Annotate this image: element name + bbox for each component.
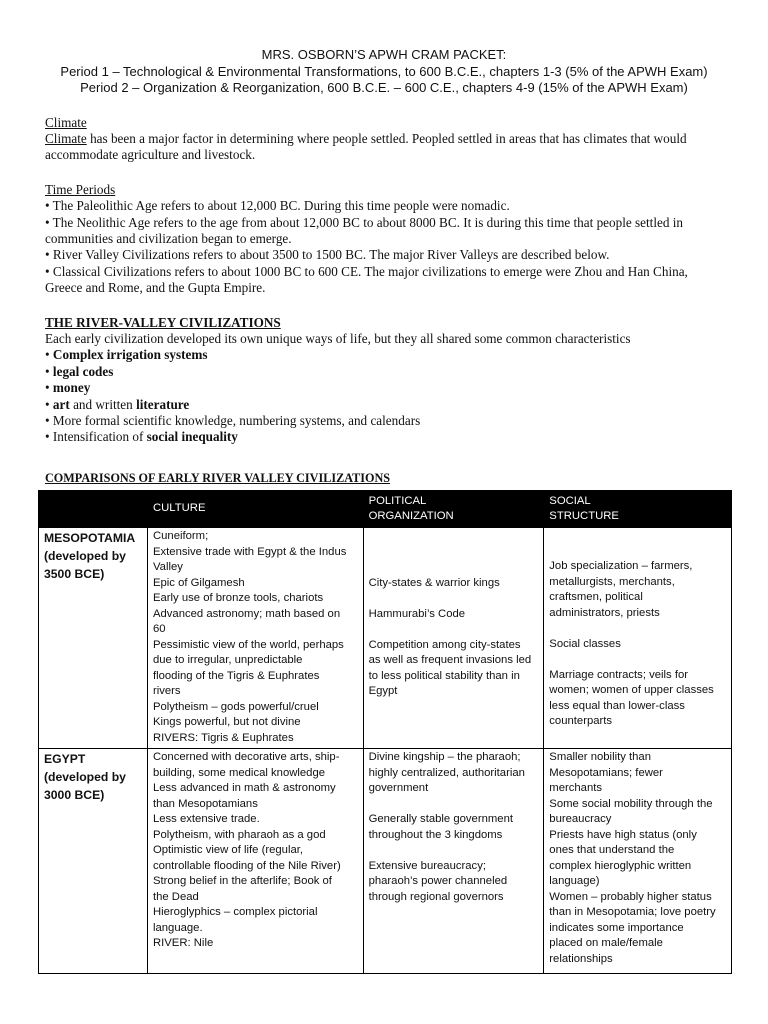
river-valley-heading: THE RIVER-VALLEY CIVILIZATIONS [45,314,281,330]
culture-lines [153,529,358,746]
political-line: Competition among city-states [368,638,521,651]
header-culture-label: CULTURE [152,502,206,515]
bullet: • [45,347,53,363]
climate-paragraph [45,131,728,164]
characteristic-item [45,347,728,363]
political-line: through regional governors [368,890,504,903]
social-line: Smaller nobility than [549,751,652,763]
social-line: than in Mesopotamia; love poetry [549,906,716,918]
culture-cell [147,528,363,749]
culture-line: Pessimistic view of the world, perhaps [152,638,344,651]
civilization-date-line: (developed by [44,770,126,784]
characteristic-item [45,364,728,380]
culture-cell [147,749,363,974]
civilization-date-line: 3000 BCE) [44,788,105,802]
political-lines [369,750,539,905]
table-row-mesopotamia [39,528,732,749]
characteristic-text: and written [69,396,137,412]
culture-line: than Mesopotamians [152,797,258,810]
civilization-name: EGYPT [44,752,86,766]
culture-line: Polytheism, with pharaoh as a god [152,828,326,841]
political-line: pharaoh’s power channeled [368,875,508,887]
document-body [0,115,768,487]
political-line: to less political stability than in [368,669,520,682]
culture-line: Optimistic view of life (regular, [152,844,304,856]
header-political-line: ORGANIZATION [368,510,454,522]
culture-line: RIVERS: Tigris & Euphrates [152,731,294,744]
social-line: administrators, priests [549,606,660,619]
culture-line: flooding of the Tigris & Euphrates [152,669,320,682]
civilization-name: MESOPOTAMIA [44,531,136,545]
political-cell [363,528,544,749]
social-cell [544,528,732,749]
political-line: throughout the 3 kingdoms [368,828,503,841]
culture-line: Concerned with decorative arts, ship- [152,751,340,763]
characteristic-item [45,429,728,445]
characteristic-text: art [52,396,70,412]
social-line: women; women of upper classes [549,684,714,697]
culture-line: building, some medical knowledge [152,766,326,779]
culture-line: 60 [152,623,166,635]
social-line: craftsmen, political [549,591,643,604]
characteristic-item: • More formal scientific knowledge, numbering systems, and calendars [45,413,421,428]
civilization-date-line: 3500 BCE) [44,567,105,581]
characteristic-text: • Intensification of [45,429,147,445]
time-periods-heading: Time Periods [45,181,116,197]
packet-header [0,47,768,97]
time-period-item: • River Valley Civilizations refers to about 3500 to 1500 BC. The major River Valleys are described below. [45,247,610,263]
time-period-item: • The Neolithic Age refers to the age from about 12,000 BC to about 8000 BC. It is during this time that people settled in communities and civilization began to emerge. [45,214,683,246]
culture-line: Hieroglyphics – complex pictorial [152,906,318,918]
time-period-item: • The Paleolithic Age refers to about 12,000 BC. During this time people were nomadic. [45,198,510,214]
characteristic-text: literature [136,396,190,412]
characteristic-text: legal codes [52,363,114,379]
header-blank-cell [39,491,148,528]
political-line: highly centralized, authoritarian [368,766,525,779]
header-social-line: SOCIAL [549,494,591,507]
characteristic-text: money [52,380,91,396]
line-gap [369,591,539,607]
line-gap [369,622,539,638]
line-gap [369,843,539,859]
culture-line: Polytheism – gods powerful/cruel [152,700,319,713]
social-line: complex hieroglyphic written [549,859,692,872]
river-valley-section [45,315,728,446]
characteristic-item [45,397,728,413]
header-political-line: POLITICAL [368,494,427,507]
header-culture [147,491,363,528]
culture-line: language. [152,921,203,934]
culture-line: Advanced astronomy; math based on [152,607,341,620]
climate-section [45,115,728,164]
social-line: ones that understand the [549,844,675,856]
table-row-egypt [39,749,732,974]
civilization-name-cell [39,749,148,974]
bullet: • [45,363,53,379]
climate-heading: Climate [45,114,87,130]
culture-line: rivers [152,685,181,697]
bullet: • [45,380,53,396]
political-line: Extensive bureaucracy; [368,859,486,872]
social-lines [549,545,726,730]
time-periods-section [45,182,728,297]
culture-line: Extensive trade with Egypt & the Indus [152,545,347,558]
civilization-name-cell [39,528,148,749]
political-line: Generally stable government [368,813,513,825]
culture-line: Epic of Gilgamesh [152,576,245,589]
social-line: Social classes [549,637,621,650]
political-line: City-states & warrior kings [368,576,500,589]
social-line: merchants [549,782,603,794]
header-social-line: STRUCTURE [549,510,619,522]
political-lines [369,576,539,700]
culture-lines [153,750,358,952]
time-period-item: • Classical Civilizations refers to about 1000 BC to 600 CE. The major civilizations to emerge were Zhou and Han China, Greece and Rome, and the Gupta Empire. [45,263,688,296]
line-gap [369,797,539,813]
culture-line: Strong belief in the afterlife; Book of [152,875,332,887]
culture-line: controllable flooding of the Nile River) [152,859,341,872]
culture-line: Kings powerful, but not divine [152,716,301,728]
political-cell [363,749,544,974]
characteristic-item [45,380,728,396]
comparison-table [38,490,732,974]
period-2-line: Period 2 – Organization & Reorganization, 600 B.C.E. – 600 C.E., chapters 4-9 (15% of the APWH Exam) [80,80,688,95]
bullet: • [45,396,53,412]
culture-line: due to irregular, unpredictable [152,654,303,666]
characteristic-text: social inequality [146,429,238,445]
culture-line: Early use of bronze tools, chariots [152,592,324,604]
social-lines [549,750,726,967]
climate-term: Climate [45,130,87,146]
culture-line: Valley [152,561,183,573]
social-line: metallurgists, merchants, [549,575,675,588]
table-header-row [39,491,732,528]
political-line: government [368,782,429,794]
packet-title: MRS. OSBORN’S APWH CRAM PACKET: [261,47,507,62]
social-line: Priests have high status (only [549,828,697,841]
social-line: bureaucracy [549,813,612,825]
political-line: Egypt [368,685,398,697]
social-line: Some social mobility through the [549,797,713,810]
social-line: Women – probably higher status [549,890,712,903]
culture-line: RIVER: Nile [152,937,214,949]
culture-line: the Dead [152,890,199,903]
social-line: counterparts [549,715,613,728]
political-line: as well as frequent invasions led [368,654,532,666]
period-1-line: Period 1 – Technological & Environmental Transformations, to 600 B.C.E., chapters 1-3 (5% of the APWH Exam) [60,63,708,79]
social-line: placed on male/female [549,937,663,949]
social-line: relationships [549,952,613,965]
civilization-date-line: (developed by [44,549,126,563]
social-line: Job specialization – farmers, [549,560,693,573]
header-political [363,491,544,528]
culture-line: Cuneiform; [152,530,209,542]
culture-line: Less extensive trade. [152,813,260,825]
social-line: Mesopotamians; fewer [549,766,663,779]
comparisons-heading: COMPARISONS OF EARLY RIVER VALLEY CIVILIZATIONS [45,470,391,485]
header-social [544,491,732,528]
social-line: language) [549,875,600,887]
river-valley-intro: Each early civilization developed its own unique ways of life, but they all shared some common characteristics [45,330,631,346]
social-line: less equal than lower-class [549,699,685,712]
characteristic-text: Complex irrigation systems [52,347,208,363]
culture-line: Less advanced in math & astronomy [152,782,336,794]
social-line: Marriage contracts; veils for [549,668,689,681]
line-gap [549,652,726,668]
social-line: indicates some importance [549,921,684,934]
political-line: Divine kingship – the pharaoh; [368,751,521,763]
political-line: Hammurabi’s Code [368,607,466,620]
social-cell [544,749,732,974]
climate-text: has been a major factor in determining where people settled. Peopled settled in areas that has climates that would accommodate agriculture and livestock. [45,130,687,163]
line-gap [549,621,726,637]
